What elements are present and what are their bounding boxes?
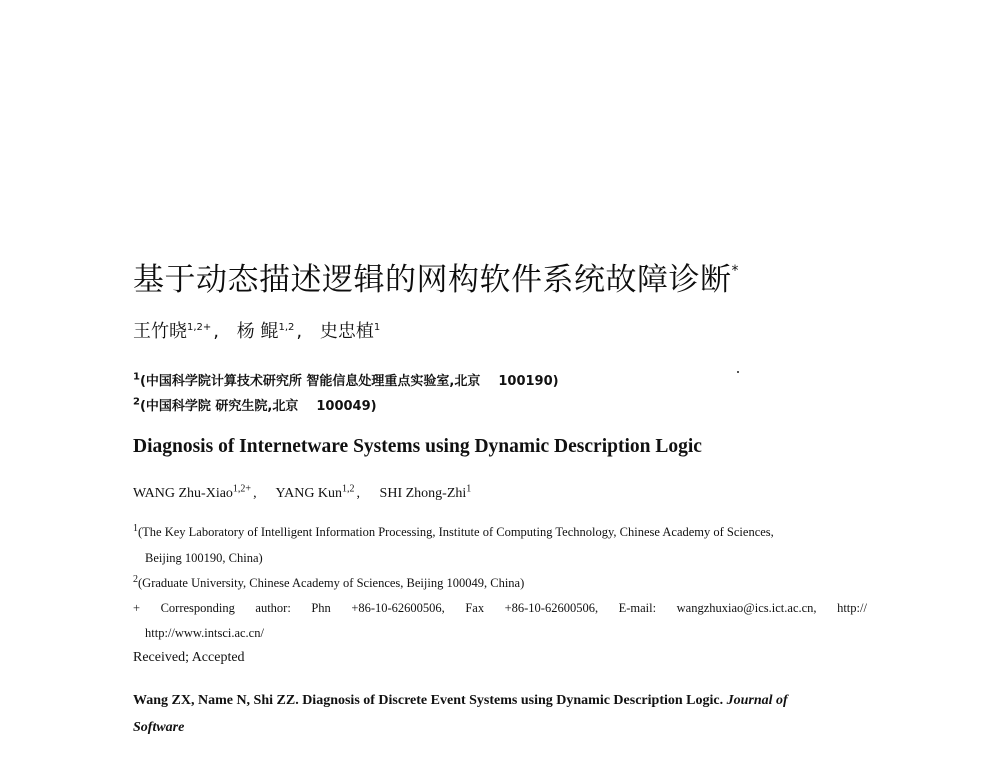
author-en-1: WANG Zhu-Xiao$^{1,2+}$ (133, 483, 252, 501)
affiliation-en-2: $^2$(Graduate University, Chinese Academy of Sciences, Beijing 100049, China) (133, 573, 525, 590)
affiliation-cn-2: $^2$(中国科学院 研究生院,北京 100049) (133, 396, 377, 414)
author-cn-2: 杨 鲲$^{1,2}$ (236, 321, 295, 342)
citation-line: Wang ZX, Name N, Shi ZZ. Diagnosis of Discrete Event Systems using Dynamic Description Logic. Journal of (133, 693, 788, 708)
chinese-title: 基于动态描述逻辑的网构软件系统故障诊断* (133, 262, 739, 298)
affiliation-cn-1: $^1$(中国科学院计算技术研究所 智能信息处理重点实验室,北京 100190) (133, 371, 559, 389)
affiliation-en-1: $^1$(The Key Laboratory of Intelligent Information Processing, Institute of Computing Technology, Chinese Academy of Sciences, (133, 522, 774, 539)
citation-journal: Software (133, 720, 185, 735)
title-footnote-mark: * (731, 262, 739, 279)
author-cn-3: 史忠植$^1$ (319, 321, 381, 342)
corresponding-author-line: + Corresponding author: Phn +86-10-62600506, Fax +86-10-62600506, E-mail: wangzhuxiao@ics.ict.ac.cn, http:// (133, 601, 867, 615)
received-accepted: Received; Accepted (133, 650, 245, 665)
chinese-authors: 王竹晓$^{1,2+}$ , 杨 鲲$^{1,2}$ , 史忠植$^1$ (133, 321, 381, 342)
author-en-2: YANG Kun$^{1,2}$ (275, 483, 355, 501)
author-cn-1: 王竹晓$^{1,2+}$ (133, 321, 212, 342)
website-link[interactable]: http://www.intsci.ac.cn/ (145, 626, 264, 640)
english-authors: WANG Zhu-Xiao$^{1,2+}$ , YANG Kun$^{1,2}$ , SHI Zhong-Zhi$^1$ (133, 483, 472, 501)
email-link[interactable]: wangzhuxiao@ics.ict.ac.cn, (676, 601, 817, 615)
scan-speck (737, 371, 739, 373)
english-title: Diagnosis of Internetware Systems using Dynamic Description Logic (133, 436, 702, 457)
affiliation-en-1-cont: Beijing 100190, China) (145, 551, 263, 565)
author-en-3: SHI Zhong-Zhi$^1$ (379, 483, 472, 501)
